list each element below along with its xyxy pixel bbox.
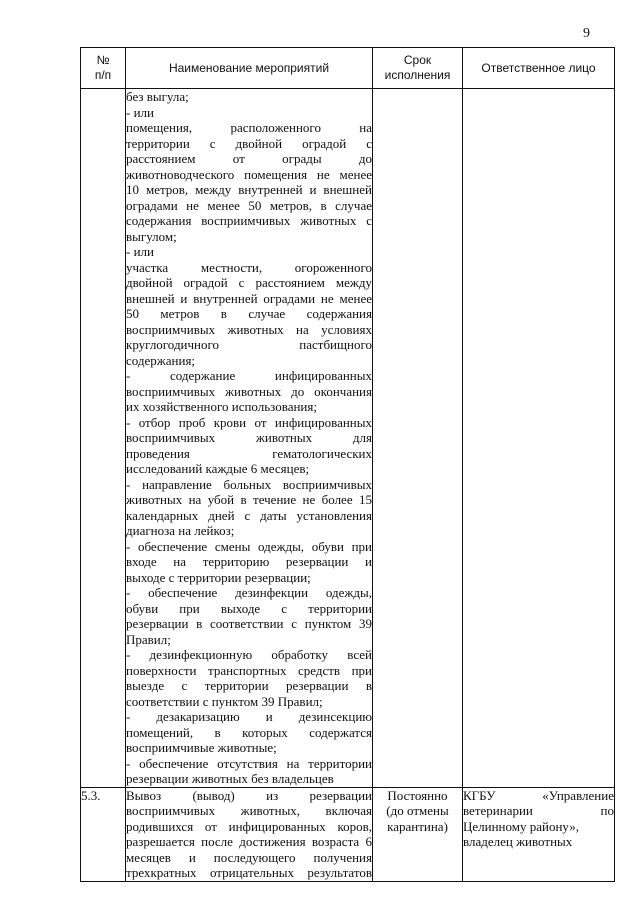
row2-resp-line: Целинному району»,: [463, 818, 580, 834]
row2-number: 5.3.: [81, 787, 101, 803]
row2-text-line: месяцев и последующего получения: [126, 849, 372, 865]
row1-text-line: Правил;: [126, 631, 171, 647]
header-term: [373, 48, 463, 89]
row2-resp-line: ветеринарии по: [463, 803, 614, 818]
row1-text-line: календарных дней с даты установления: [126, 507, 372, 523]
row1-term-cell: [373, 89, 463, 788]
row1-text-line: их хозяйственного использования;: [126, 399, 317, 414]
row2-term-line: (до отмены: [386, 803, 449, 818]
row1-text-line: исследований каждые 6 месяцев;: [126, 461, 310, 476]
row1-text-line: оградами не менее 50 метров, в случае: [126, 197, 372, 213]
row1-text-line: восприимчивых животных для: [126, 430, 372, 445]
row1-text-line: без выгула;: [126, 89, 189, 104]
table-header-row: [81, 48, 615, 89]
header-number: [81, 48, 126, 89]
row1-text-line: животноводческого помещения не менее: [126, 166, 372, 182]
row1-text-line: помещения, расположенного на: [126, 120, 372, 135]
measures-table: [80, 47, 615, 882]
row1-text-line: - обеспечение дезинфекции одежды,: [126, 585, 372, 600]
row1-text-line: 50 метров в случае содержания: [126, 306, 372, 321]
row2-text-line: Вывоз (вывод) из резервации: [126, 787, 372, 803]
row2-number-cell: [81, 787, 126, 881]
row1-text-line: диагноза на лейкоз;: [126, 523, 235, 538]
row1-text-line: выгулом;: [126, 228, 177, 244]
row1-number-cell: [81, 89, 126, 788]
row1-text-line: расстоянием от ограды до: [126, 151, 372, 166]
row1-text-line: - обеспечение отсутствия на территории: [126, 755, 372, 771]
row1-text-line: - отбор проб крови от инфицированных: [126, 414, 372, 430]
row1-text-line: внешней и внутренней оградами не менее: [126, 290, 372, 306]
header-term-line2: исполнения: [384, 68, 451, 82]
row1-text-line: поверхности транспортных средств при: [126, 662, 372, 678]
row1-text-line: - или: [126, 104, 154, 120]
row1-text-line: восприимчивые животные;: [126, 740, 277, 755]
page-number: 9: [583, 26, 590, 41]
row1-text-line: животных на убой в течение не более 15: [126, 492, 372, 507]
table-row-continuation: [81, 89, 615, 788]
row2-term-cell: [373, 787, 463, 881]
row1-text-cell: [126, 89, 373, 788]
row1-text-line: резервации животных без владельцев: [126, 771, 334, 786]
row2-responsible-cell: [463, 787, 615, 881]
row1-responsible-cell: [463, 89, 615, 788]
header-term-line1: Срок: [403, 53, 432, 67]
row2-resp-line: владелец животных: [463, 834, 573, 849]
row2-text-cell: [126, 787, 373, 881]
row2-text-line: восприимчивых животных, включая: [126, 803, 372, 818]
header-responsible: Ответственное лицо: [463, 48, 615, 89]
row1-text-line: двойной оградой с расстоянием между: [126, 275, 372, 290]
header-number-line1: №: [96, 53, 110, 67]
row1-text-line: территории с двойной оградой с: [126, 135, 372, 151]
table-row-5-3: [81, 787, 615, 881]
row2-term-line: карантина): [387, 818, 448, 834]
header-number-line2: п/п: [94, 68, 112, 82]
row1-text-line: соответствии с пунктом 39 Правил;: [126, 693, 323, 709]
row1-text-line: содержания восприимчивых животных с: [126, 213, 372, 228]
row2-text-line: родившихся от инфицированных коров,: [126, 818, 372, 834]
row1-text-line: помещений, в которых содержатся: [126, 724, 372, 740]
row2-text-line: трехкратных отрицательных результатов: [126, 865, 372, 880]
row1-text-line: - дезинфекционную обработку всей: [126, 647, 372, 662]
row1-text-line: резервации в соответствии с пунктом 39: [126, 616, 372, 631]
row1-text-line: - направление больных восприимчивых: [126, 476, 372, 492]
row1-text-line: - или: [126, 244, 154, 259]
row2-resp-line: КГБУ «Управление: [463, 787, 614, 803]
header-name: Наименование мероприятий: [126, 48, 373, 89]
row1-text-line: содержания;: [126, 352, 196, 368]
row1-text-line: выезде с территории резервации в: [126, 678, 372, 693]
row1-text-line: восприимчивых животных на условиях: [126, 321, 372, 337]
row1-text-line: входе на территорию резервации и: [126, 554, 372, 569]
row1-text-line: - дезакаризацию и дезинсекцию: [126, 709, 372, 724]
row1-text-line: выходе с территории резервации;: [126, 569, 311, 585]
row2-term-line: Постоянно: [387, 787, 448, 803]
row1-text-line: восприимчивых животных до окончания: [126, 383, 372, 399]
row1-text-line: проведения гематологических: [126, 445, 372, 461]
row2-text-line: разрешается после достижения возраста 6: [126, 834, 372, 849]
row1-text-line: круглогодичного пастбищного: [126, 337, 372, 352]
row1-text-line: участка местности, огороженного: [126, 259, 372, 275]
row1-text-line: обуви при выходе с территории: [126, 600, 372, 616]
row1-text-line: 10 метров, между внутренней и внешней: [126, 182, 372, 197]
row1-text-line: - содержание инфицированных: [126, 368, 372, 383]
row1-text-line: - обеспечение смены одежды, обуви при: [126, 538, 372, 554]
